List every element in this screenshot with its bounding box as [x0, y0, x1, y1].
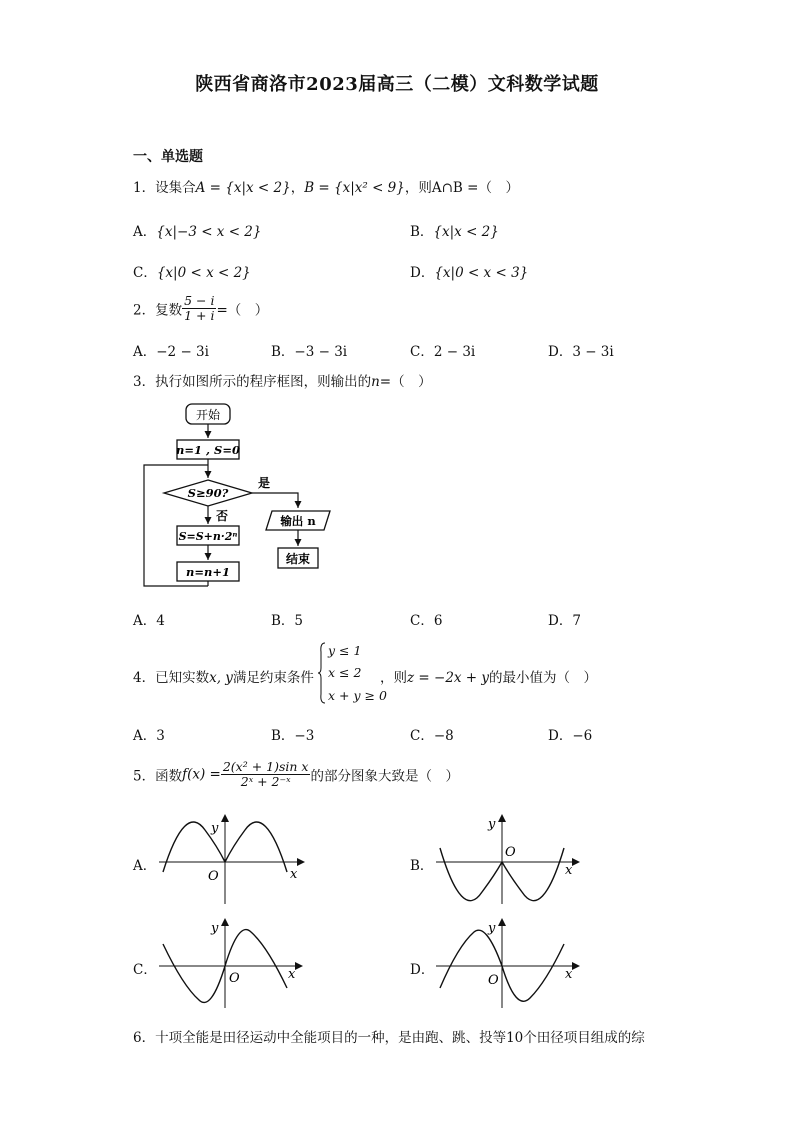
axis-y-label: y — [488, 817, 496, 832]
option-value: 5 — [294, 613, 304, 629]
option-value: −6 — [572, 728, 593, 744]
option-label: B． — [271, 613, 295, 629]
option-label: B． — [410, 224, 434, 240]
axis-origin-label: O — [208, 869, 219, 884]
q3-var: n — [371, 374, 380, 390]
q4-option-a[interactable] — [133, 724, 165, 744]
axis-y-label: y — [488, 921, 496, 936]
option-label: A． — [133, 728, 157, 744]
option-label: B． — [271, 728, 295, 744]
q4-mid: 满足约束条件 — [232, 670, 314, 686]
flow-yes-label: 是 — [258, 476, 271, 490]
option-value: 4 — [156, 613, 165, 629]
q1-set-a: A = {x|x < 2} — [195, 180, 291, 196]
question-6: 6．十项全能是田径运动中全能项目的一种，是由跑、跳、投等10个田径项目组成的综 — [133, 1030, 645, 1046]
option-value: {x|−3 < x < 2} — [156, 224, 262, 240]
q2-denominator: 1 + i — [184, 307, 215, 323]
q1-option-b[interactable] — [410, 220, 499, 240]
axis-y-label: y — [211, 921, 219, 936]
q5-graph-d — [432, 916, 582, 1011]
q4-suffix-1: ，则 — [380, 670, 407, 686]
q4-option-b[interactable] — [271, 724, 314, 744]
q4-prefix: 4．已知实数 — [133, 670, 210, 686]
axis-origin-label: O — [505, 845, 516, 860]
q1-sep: ， — [290, 180, 305, 196]
q1-suffix: ，则A∩B =（ ） — [404, 180, 519, 196]
question-5 — [133, 760, 459, 789]
question-4 — [133, 666, 314, 686]
axis-origin-label: O — [488, 973, 499, 988]
q2-option-d[interactable] — [548, 340, 614, 360]
option-label: A． — [133, 224, 157, 240]
q5-graph-a — [155, 812, 305, 907]
q5-denominator: 2ˣ + 2⁻ˣ — [240, 773, 291, 789]
q5-graph-b — [432, 812, 582, 907]
option-value: {x|0 < x < 2} — [156, 265, 251, 281]
q4-option-c[interactable] — [410, 724, 454, 744]
flow-no-label: 否 — [216, 509, 229, 523]
q3-prefix: 3．执行如图所示的程序框图，则输出的 — [133, 374, 372, 390]
option-value: −3 − 3i — [294, 344, 348, 360]
flow-update-n-text: n=n+1 — [186, 565, 230, 579]
question-3 — [133, 370, 432, 390]
q3-option-c[interactable] — [410, 609, 442, 629]
q5-numerator: 2(x² + 1)sin x — [222, 759, 309, 774]
option-value: 6 — [433, 613, 443, 629]
q4-brace — [318, 642, 326, 704]
q2-fraction — [182, 294, 216, 323]
q2-suffix: =（ ） — [216, 302, 269, 319]
option-label: C． — [410, 344, 434, 360]
q4-option-d[interactable] — [548, 724, 592, 744]
option-label: D． — [548, 728, 573, 744]
axis-x-label: x — [565, 863, 573, 878]
option-label: A． — [133, 344, 157, 360]
flow-update-s-text: S=S+n·2ⁿ — [178, 530, 238, 543]
q1-prefix: 1．设集合 — [133, 180, 196, 196]
q3-option-d[interactable] — [548, 609, 581, 629]
axis-origin-label: O — [229, 971, 240, 986]
q4-constraint-2: x ≤ 2 — [328, 665, 362, 680]
flow-end-text: 结束 — [285, 552, 311, 566]
q5-graph-c — [155, 916, 305, 1011]
q5-option-a[interactable]: A． — [133, 858, 157, 874]
q2-numerator: 5 − i — [184, 293, 215, 308]
option-label: A． — [133, 613, 157, 629]
option-value: {x|x < 2} — [433, 224, 499, 240]
option-value: −8 — [433, 728, 454, 744]
axis-x-label: x — [288, 967, 296, 982]
axis-y-label: y — [211, 821, 219, 836]
q4-expr: z = −2x + y — [407, 670, 490, 686]
flow-start-text: 开始 — [195, 408, 221, 422]
option-label: D． — [548, 613, 573, 629]
option-value: 7 — [572, 613, 581, 629]
q4-suffix-2: 的最小值为（ ） — [489, 670, 598, 686]
option-value: 3 − 3i — [572, 344, 614, 360]
option-label: D． — [410, 265, 435, 281]
option-value: −2 − 3i — [156, 344, 209, 360]
q3-option-b[interactable] — [271, 609, 303, 629]
q5-fx: f(x) = — [182, 766, 221, 783]
q4-tail — [380, 666, 597, 686]
q2-option-b[interactable] — [271, 340, 347, 360]
option-label: D． — [548, 344, 573, 360]
flow-init-text: n=1 , S=0 — [176, 443, 240, 457]
question-1 — [133, 176, 519, 196]
q5-option-b[interactable]: B． — [410, 858, 434, 874]
q4-vars: x, y — [209, 670, 233, 686]
flow-output-text: 输出 n — [280, 514, 316, 528]
q3-option-a[interactable] — [133, 609, 165, 629]
q5-suffix: 的部分图象大致是（ ） — [310, 768, 459, 785]
option-value: {x|0 < x < 3} — [434, 265, 529, 281]
q1-option-d[interactable] — [410, 261, 528, 281]
q5-option-d[interactable]: D． — [410, 962, 435, 978]
q4-constraint-3: x + y ≥ 0 — [328, 688, 387, 703]
question-2 — [133, 294, 268, 323]
option-label: B． — [271, 344, 295, 360]
axis-x-label: x — [565, 967, 573, 982]
option-label: C． — [410, 728, 434, 744]
q1-set-b: B = {x|x² < 9} — [304, 180, 405, 196]
section-heading: 一、单选题 — [133, 149, 203, 165]
axis-x-label: x — [290, 867, 298, 882]
flow-condition-text: S≥90? — [187, 486, 229, 500]
q4-constraint-1: y ≤ 1 — [328, 643, 362, 658]
q1-option-a[interactable] — [133, 220, 261, 240]
q5-option-c[interactable]: C． — [133, 962, 157, 978]
q2-option-c[interactable] — [410, 340, 475, 360]
option-value: 2 − 3i — [433, 344, 476, 360]
option-value: 3 — [156, 728, 165, 744]
q2-prefix: 2．复数 — [133, 302, 183, 319]
page-title: 陕西省商洛市2023届高三（二模）文科数学试题 — [195, 74, 599, 95]
q5-prefix: 5．函数 — [133, 768, 183, 785]
option-label: C． — [133, 265, 157, 281]
q5-fraction — [221, 760, 311, 789]
flowchart — [140, 398, 340, 596]
option-label: C． — [410, 613, 434, 629]
q2-option-a[interactable] — [133, 340, 209, 360]
q3-suffix: =（ ） — [379, 374, 432, 390]
q1-option-c[interactable] — [133, 261, 251, 281]
option-value: −3 — [294, 728, 315, 744]
